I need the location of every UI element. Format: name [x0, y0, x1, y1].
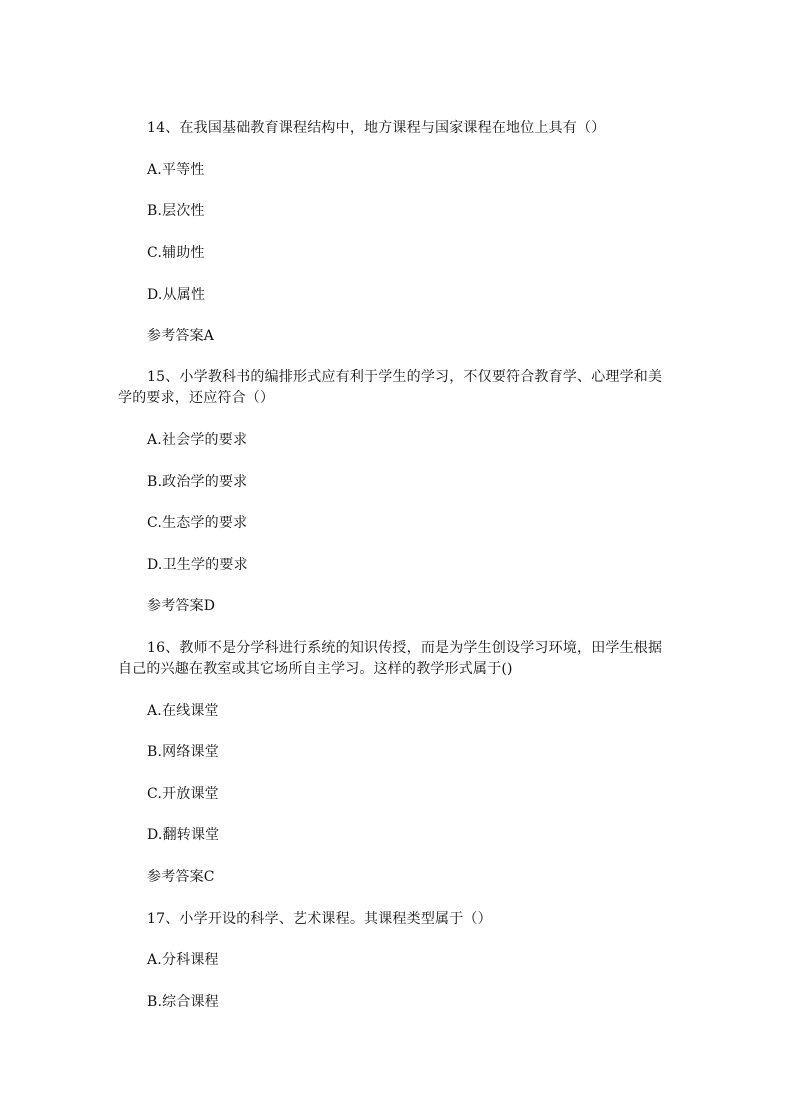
question-16-option-d: D.翻转课堂 [147, 827, 220, 843]
question-14-stem: 14、在我国基础教育课程结构中，地方课程与国家课程在地位上具有（） [147, 120, 606, 136]
question-17-option-a: A.分科课程 [147, 952, 219, 968]
question-17-stem: 17、小学开设的科学、艺术课程。其课程类型属于（） [147, 911, 492, 927]
question-16-option-c: C.开放课堂 [147, 786, 219, 802]
question-15-option-a: A.社会学的要求 [147, 432, 248, 448]
question-14-option-c: C.辅助性 [147, 245, 205, 261]
question-16-stem: 16、教师不是分学科进行系统的知识传授，而是为学生创设学习环境，田学生根据自己的兴趣在教室或其它场所自主学习。这样的教学形式属于() [118, 640, 663, 677]
question-17-option-b: B.综合课程 [147, 994, 219, 1010]
question-16-answer: 参考答案C [147, 869, 215, 885]
question-14-option-a: A.平等性 [147, 162, 205, 178]
question-16-option-a: A.在线课堂 [147, 703, 219, 719]
question-15-answer: 参考答案D [147, 598, 216, 614]
question-15-stem: 15、小学教科书的编排形式应有利于学生的学习，不仅要符合教育学、心理学和美学的要求，还应符合（） [118, 369, 663, 406]
question-15-option-d: D.卫生学的要求 [147, 557, 248, 573]
question-15-option-b: B.政治学的要求 [147, 474, 248, 490]
question-14-option-b: B.层次性 [147, 203, 205, 219]
question-16-option-b: B.网络课堂 [147, 744, 219, 760]
question-15-option-c: C.生态学的要求 [147, 515, 248, 531]
question-14-option-d: D.从属性 [147, 287, 206, 303]
question-14-answer: 参考答案A [147, 328, 215, 344]
